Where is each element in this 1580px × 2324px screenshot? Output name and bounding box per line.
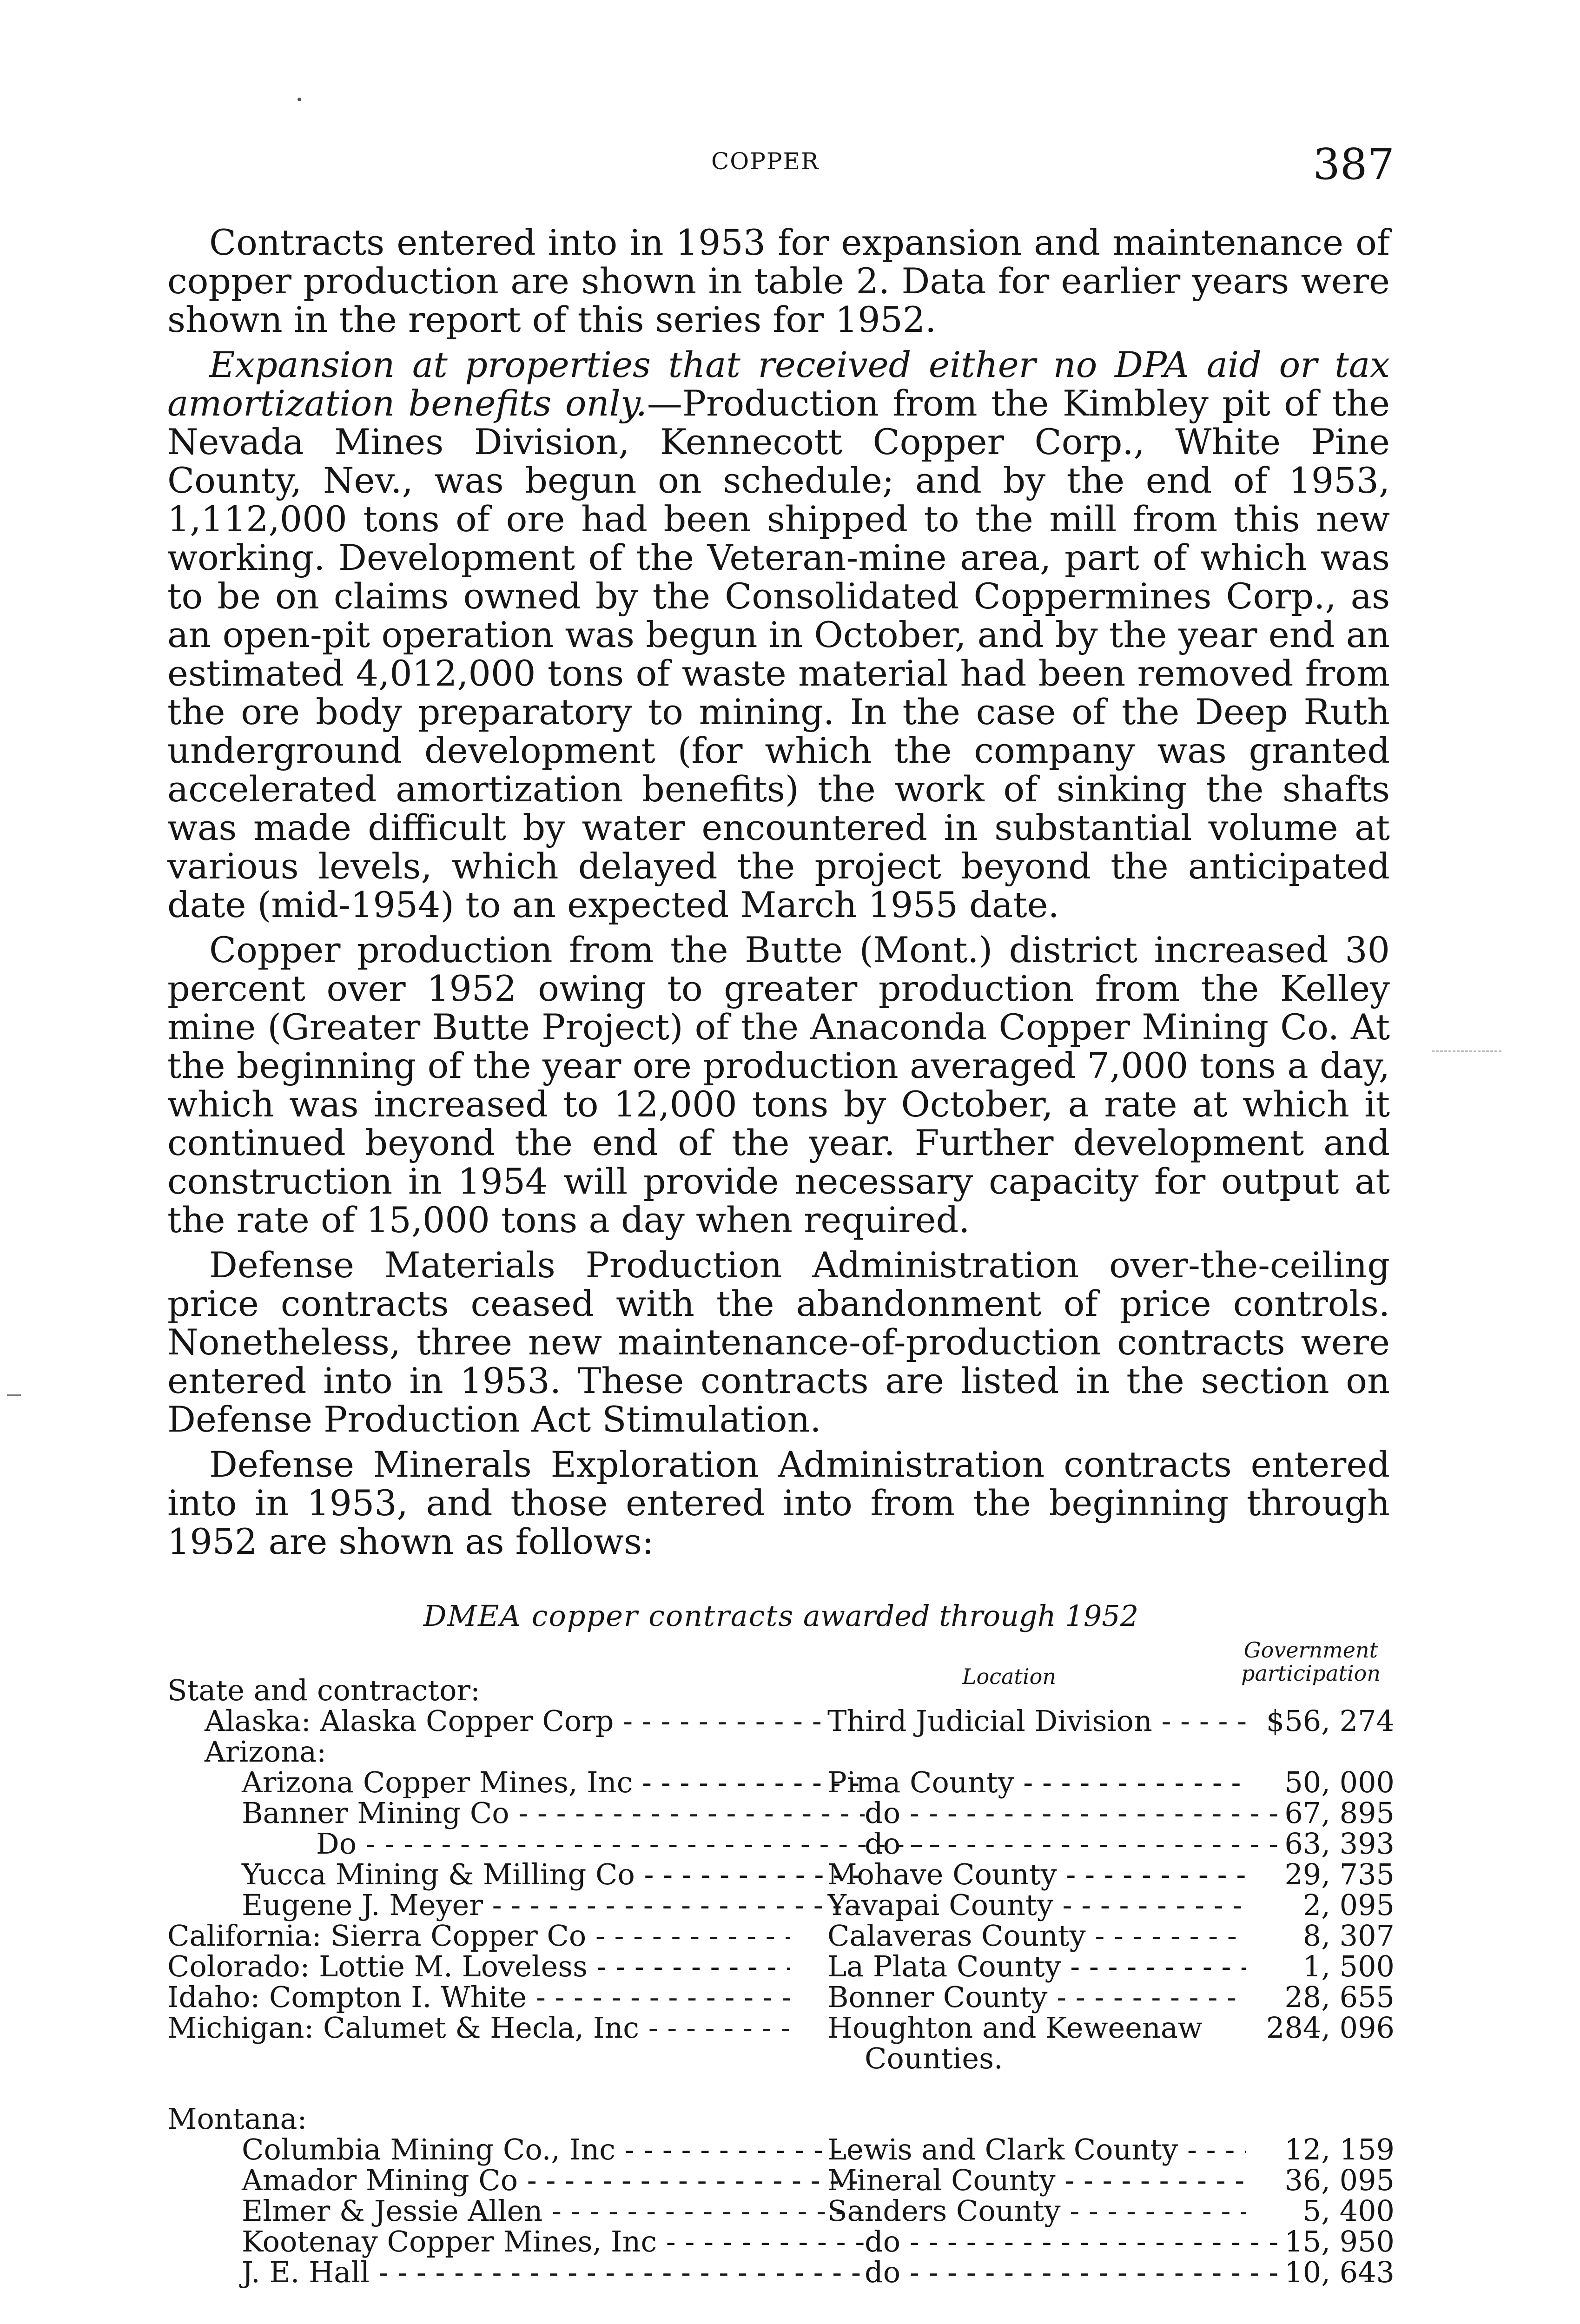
amount-cell: 10, 643	[1284, 2255, 1395, 2289]
table-row	[167, 2102, 1395, 2136]
stray-mark	[297, 98, 301, 101]
column-header-state: State and contractor:	[167, 1673, 480, 1707]
contractor-cell: Alaska: Alaska Copper Corp - - -	[167, 1704, 827, 1738]
state-label: Montana:	[167, 2102, 307, 2136]
table-row	[167, 2163, 1395, 2197]
amount-cell: 29, 735	[1284, 1857, 1395, 1891]
paragraph-4: Defense Materials Production Administration over-the-ceiling price contracts ceased with the abandonment of price controls. Nonetheless, three new maintenance-of-production contracts were entered into in 1953. These contracts are listed in the section on Defense Production Act Stimulation.	[167, 1244, 1390, 1440]
amount-cell: 28, 655	[1284, 1980, 1395, 2014]
location-cell: Sanders County - - -	[827, 2194, 1246, 2228]
table-row	[167, 1980, 1395, 2014]
table-row	[167, 2041, 1395, 2102]
contractor-cell: Arizona Copper Mines, Inc - - -	[167, 1765, 865, 1799]
contractor-cell: California: Sierra Copper Co - - -	[167, 1919, 790, 1953]
location-cell: Houghton and Keweenaw	[827, 2011, 1203, 2045]
contractor-cell: Yucca Mining & Milling Co - - -	[167, 1857, 865, 1891]
page-number: 387	[1313, 139, 1395, 189]
paragraph-2-heading: Expansion at properties that received either no DPA aid or tax amortization benefits only.	[167, 344, 1390, 424]
amount-cell: 50, 000	[1284, 1765, 1395, 1799]
location-cell: do - - -	[827, 1796, 1283, 1830]
contractor-cell: Michigan: Calumet & Hecla, Inc - - -	[167, 2011, 790, 2045]
column-header-location: Location	[962, 1664, 1056, 1689]
amount-cell: 284, 096	[1266, 2011, 1395, 2045]
running-head	[167, 139, 1395, 191]
location-cell: Mineral County - - -	[827, 2163, 1246, 2197]
table-row	[167, 2133, 1395, 2166]
contractor-cell: Eugene J. Meyer - - -	[167, 1888, 865, 1922]
table-row	[167, 1765, 1395, 1799]
location-cell: do - - -	[827, 1827, 1283, 1861]
location-cell: Yavapai County - - -	[827, 1888, 1246, 1922]
contractor-cell: J. E. Hall - - -	[167, 2255, 865, 2289]
location-cell: Third Judicial Division - - -	[827, 1704, 1246, 1738]
contractor-cell: Elmer & Jessie Allen - - -	[167, 2194, 865, 2228]
table-row	[167, 1949, 1395, 1983]
table-row	[167, 1888, 1395, 1922]
contractor-cell: Do - - -	[167, 1827, 939, 1861]
paragraph-5: Defense Minerals Exploration Administration contracts entered into in 1953, and those entered into from the beginning through 1952 are shown as follows:	[167, 1444, 1390, 1562]
amount-cell: $56, 274	[1266, 1704, 1395, 1738]
contractor-cell: Columbia Mining Co., Inc - - -	[167, 2133, 865, 2166]
location-cell: Pima County - - -	[827, 1765, 1246, 1799]
contractor-cell: Colorado: Lottie M. Loveless - - -	[167, 1949, 790, 1983]
contractor-cell: Amador Mining Co - - -	[167, 2163, 865, 2197]
table-caption	[167, 1599, 1395, 1633]
location-cell: Bonner County - - -	[827, 1980, 1246, 2014]
column-header-gov-line2: participation	[1241, 1661, 1381, 1686]
paragraph-2-text: —Production from the Kimbley pit of the Nevada Mines Division, Kennecott Copper Corp., White Pine County, Nev., was begun on schedule; and by the end of 1953, 1,112,000 tons of ore had been shipped to the mill from this new working. Development of the Veteran-mine area, part of which was to be on claims owned by the Consolidated Coppermines Corp., as an open-pit operation was begun in October, and by the year end an estimated 4,012,000 tons of waste material had been removed from the ore body preparatory to mining. In the case of the Deep Ruth underground development (for which the company was granted accelerated amortization benefits) the work of sinking the shafts was made difficult by water encountered in substantial volume at various levels, which delayed the project beyond the anticipated date (mid-1954) to an expected March 1955 date.	[167, 383, 1390, 925]
amount-cell: 67, 895	[1284, 1796, 1395, 1830]
amount-cell: 1, 500	[1302, 1949, 1395, 1983]
location-cell: do - - -	[827, 2255, 1283, 2289]
table-row	[167, 2255, 1395, 2289]
amount-cell: 2, 095	[1302, 1888, 1395, 1922]
amount-cell: 12, 159	[1284, 2133, 1395, 2166]
amount-cell: 36, 095	[1284, 2163, 1395, 2197]
body-text	[167, 223, 1390, 1567]
contractor-cell: Banner Mining Co - - -	[167, 1796, 865, 1830]
margin-mark	[1432, 1050, 1501, 1053]
location-cell: La Plata County - - -	[827, 1949, 1246, 1983]
amount-cell: 5, 400	[1302, 2194, 1395, 2228]
table-caption-part1: DMEA copper contracts	[423, 1599, 794, 1633]
contractor-cell: Idaho: Compton I. White - - -	[167, 1980, 790, 2014]
amount-cell: 8, 307	[1302, 1919, 1395, 1953]
paragraph-3: Copper production from the Butte (Mont.) district increased 30 percent over 1952 owing to greater production from the Kelley mine (Greater Butte Project) of the Anaconda Copper Mining Co. At the beginning of the year ore production averaged 7,000 tons a day, which was increased to 12,000 tons by October, a rate at which it continued beyond the end of the year. Further development and construction in 1954 will provide necessary capacity for output at the rate of 15,000 tons a day when required.	[167, 929, 1390, 1241]
contracts-table	[167, 1673, 1395, 2289]
table-row	[167, 1827, 1395, 1861]
column-header-gov-line1: Government	[1243, 1637, 1378, 1663]
table-row	[167, 1735, 1395, 1769]
paragraph-2	[167, 345, 1390, 924]
table-row	[167, 1857, 1395, 1891]
amount-cell: 63, 393	[1284, 1827, 1395, 1861]
table-row-header	[167, 1673, 1395, 1707]
location-cell: do - - -	[827, 2225, 1283, 2258]
table-row	[167, 1796, 1395, 1830]
location-cell: Calaveras County - - -	[827, 1919, 1246, 1953]
location-cell: Counties.	[865, 2041, 1003, 2075]
table-row	[167, 1704, 1395, 1738]
location-cell: Mohave County - - -	[827, 1857, 1246, 1891]
table-row	[167, 2194, 1395, 2228]
amount-cell: 15, 950	[1284, 2225, 1395, 2258]
state-label: Arizona:	[205, 1735, 327, 1769]
paragraph-1: Contracts entered into in 1953 for expansion and maintenance of copper production are shown in table 2. Data for earlier years were shown in the report of this series for 1952.	[167, 222, 1390, 340]
table-row	[167, 2011, 1395, 2045]
contractor-cell: Kootenay Copper Mines, Inc - - -	[167, 2225, 865, 2258]
table-caption-part2: awarded through 1952	[803, 1599, 1139, 1633]
table-row	[167, 1919, 1395, 1953]
running-title: COPPER	[711, 148, 820, 175]
location-cell: Lewis and Clark County - - -	[827, 2133, 1246, 2166]
table-row	[167, 2225, 1395, 2258]
margin-mark	[7, 1394, 21, 1396]
